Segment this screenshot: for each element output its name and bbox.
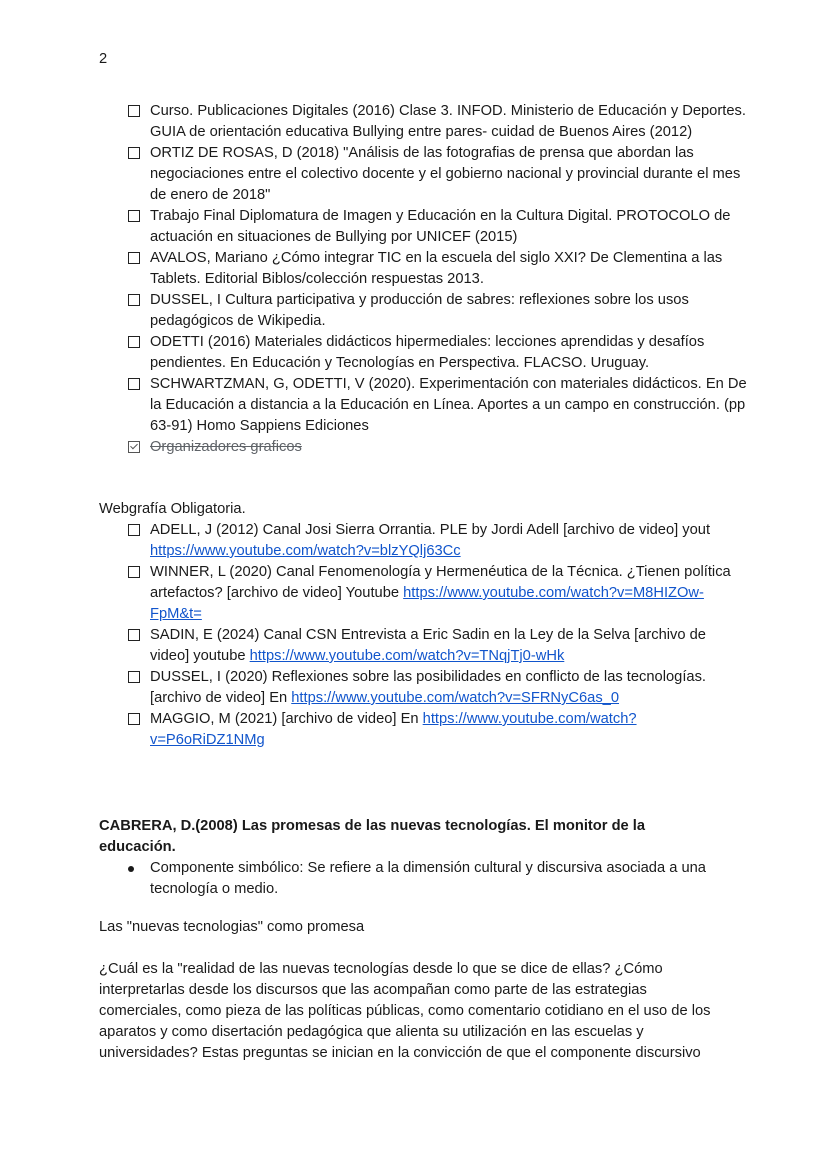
- checklist-item: [0, 374, 828, 437]
- checklist-item-text: ADELL, J (2012) Canal Josi Sierra Orrantia. PLE by Jordi Adell [archivo de video] yout: [150, 522, 711, 538]
- checklist-item: [0, 562, 828, 625]
- checkbox[interactable]: [128, 147, 140, 159]
- checkbox[interactable]: [128, 105, 140, 117]
- checklist-item: [0, 206, 828, 248]
- checklist-item: [0, 248, 828, 290]
- checklist-item-text: WINNER, L (2020) Canal Fenomenología y Hermenéutica de la Técnica. ¿Tienen política artefactos? [archivo de video] Youtube: [150, 564, 731, 601]
- checkbox[interactable]: [128, 294, 140, 306]
- checklist-item-text: ODETTI (2016) Materiales didácticos hipermediales: lecciones aprendidas y desafíos pendientes. En Educación y Tecnologías en Perspectiva. FLACSO. Uruguay.: [150, 334, 705, 371]
- video-link[interactable]: https://www.youtube.com/watch?v=P6oRiDZ1NMg: [150, 711, 637, 748]
- checklist-item-text: AVALOS, Mariano ¿Cómo integrar TIC en la escuela del siglo XXI? De Clementina a las Tablets. Editorial Biblos/colección respuestas 2013.: [150, 250, 723, 287]
- checkbox-checked[interactable]: [128, 441, 140, 453]
- checklist-item-text: Organizadores graficos: [150, 439, 302, 455]
- checklist-item: [0, 520, 828, 562]
- bullet-item: [0, 858, 828, 900]
- subheading: Las "nuevas tecnologias" como promesa: [99, 919, 365, 935]
- body-paragraph: ¿Cuál es la "realidad de las nuevas tecnologías desde lo que se dice de ellas? ¿Cómo interpretarlas desde los discursos que las acompañan como parte de las estrategias comerciales, como pieza de las políticas públicas, como comentario cotidiano en el uso de los aparatos y como disertación pedagógica que alienta su utilización en las escuelas y universidades? Estas preguntas se inician en la convicción de que el componente discursivo: [99, 961, 711, 1061]
- checklist-item-text: Curso. Publicaciones Digitales (2016) Clase 3. INFOD. Ministerio de Educación y Deportes. GUIA de orientación educativa Bullying entre pares- cuidad de Buenos Aires (2012): [150, 103, 746, 140]
- checklist-item-text: SADIN, E (2024) Canal CSN Entrevista a Eric Sadin en la Ley de la Selva [archivo de video] youtube: [150, 627, 706, 664]
- checkbox[interactable]: [128, 336, 140, 348]
- checklist-item: [0, 625, 828, 667]
- checklist-item-text: DUSSEL, I (2020) Reflexiones sobre las posibilidades en conflicto de las tecnologías. [archivo de video] En: [150, 669, 706, 706]
- bullet-list: [0, 858, 828, 900]
- checkbox[interactable]: [128, 713, 140, 725]
- webgrafia-heading: Webgrafía Obligatoria.: [99, 501, 246, 517]
- webgrafia-checklist: [0, 520, 828, 751]
- paragraph-block: [0, 959, 828, 1064]
- checklist-item: [0, 709, 828, 751]
- bullet-icon: [128, 866, 134, 872]
- checkbox[interactable]: [128, 671, 140, 683]
- cabrera-section: [0, 816, 828, 900]
- checklist-item-text: Trabajo Final Diplomatura de Imagen y Educación en la Cultura Digital. PROTOCOLO de actuación en situaciones de Bullying por UNICEF (2015): [150, 208, 731, 245]
- checklist-item: [0, 290, 828, 332]
- checklist-item: [0, 143, 828, 206]
- video-link[interactable]: https://www.youtube.com/watch?v=TNqjTj0-wHk: [249, 648, 565, 664]
- checklist-item-text: SCHWARTZMAN, G, ODETTI, V (2020). Experimentación con materiales didácticos. En De la Educación a distancia a la Educación en Línea. Aportes a un campo en construcción. (pp 63-91) Homo Sappiens Ediciones: [150, 376, 747, 434]
- checklist-item-text: ORTIZ DE ROSAS, D (2018) "Análisis de las fotografias de prensa que abordan las negociaciones entre el colectivo docente y el gobierno nacional y provincial durante el mes de enero de 2018": [150, 145, 741, 203]
- webgrafia-section: [0, 499, 828, 751]
- checkbox[interactable]: [128, 378, 140, 390]
- checklist-item-text: MAGGIO, M (2021) [archivo de video] En: [150, 711, 423, 727]
- checklist-item: [0, 667, 828, 709]
- checkbox[interactable]: [128, 210, 140, 222]
- video-link[interactable]: https://www.youtube.com/watch?v=blzYQlj63Cc: [150, 543, 461, 559]
- checklist-item: [0, 101, 828, 143]
- bullet-text: Componente simbólico: Se refiere a la dimensión cultural y discursiva asociada a una tecnología o medio.: [150, 860, 706, 897]
- bibliography-section: [0, 101, 828, 458]
- checklist-item-done: [0, 437, 828, 458]
- checkbox[interactable]: [128, 629, 140, 641]
- checkbox[interactable]: [128, 566, 140, 578]
- section-title: CABRERA, D.(2008) Las promesas de las nuevas tecnologías. El monitor de la educación.: [99, 818, 646, 855]
- video-link[interactable]: https://www.youtube.com/watch?v=SFRNyC6as_0: [291, 690, 620, 706]
- subheading-block: [0, 917, 828, 938]
- checkbox[interactable]: [128, 252, 140, 264]
- checklist-item-text: DUSSEL, I Cultura participativa y producción de sabres: reflexiones sobre los usos pedagógicos de Wikipedia.: [150, 292, 689, 329]
- bibliography-checklist: [0, 101, 828, 458]
- video-link[interactable]: https://www.youtube.com/watch?v=M8HIZOw-FpM&t=: [150, 585, 704, 622]
- checkbox[interactable]: [128, 524, 140, 536]
- checklist-item: [0, 332, 828, 374]
- page-number: 2: [99, 51, 108, 67]
